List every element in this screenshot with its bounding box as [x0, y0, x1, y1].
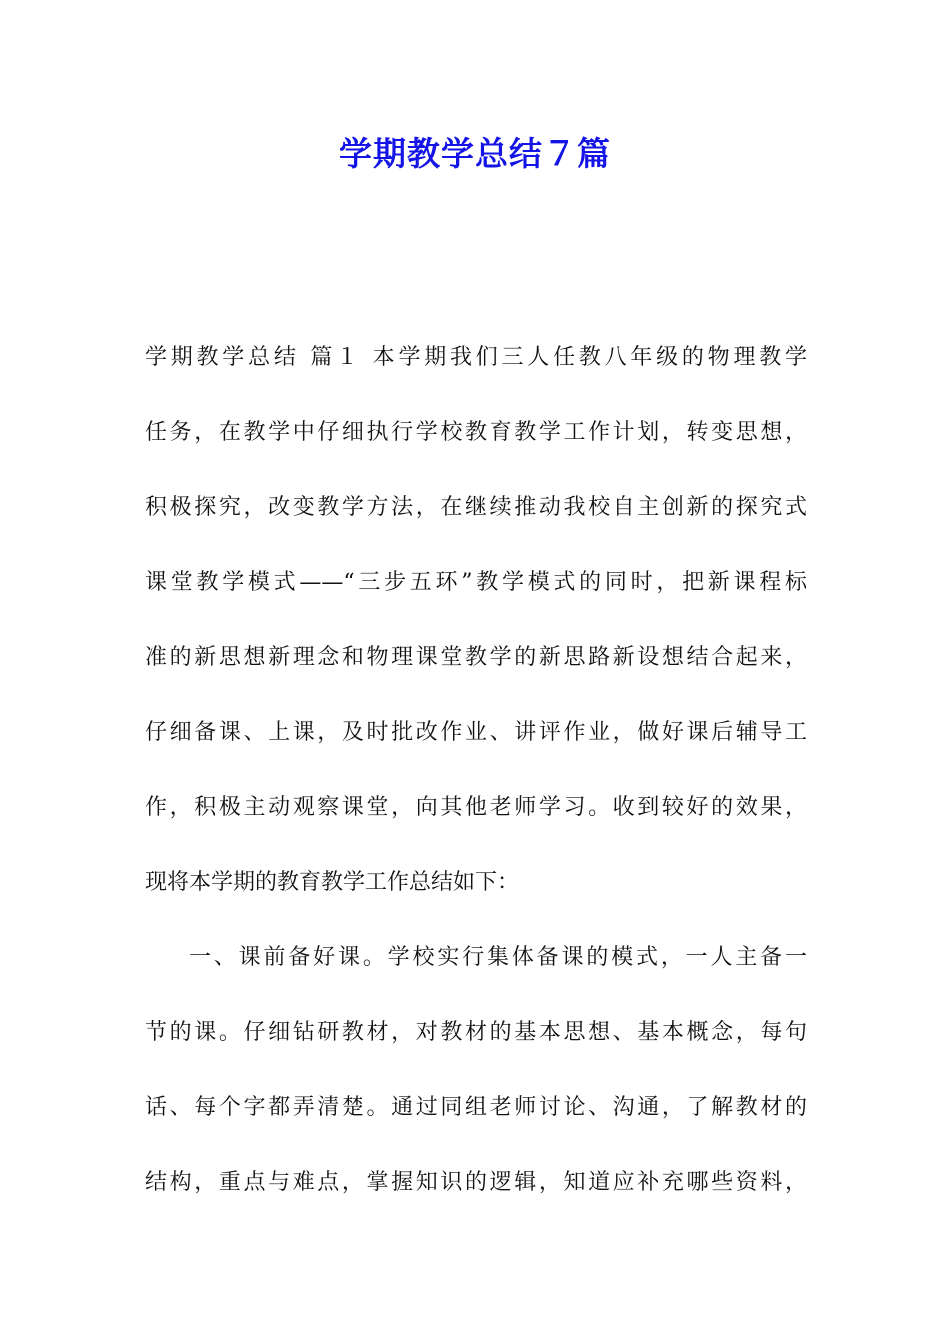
text-line: 现将本学期的教育教学工作总结如下： [145, 870, 520, 895]
text-line: 积极探究，改变教学方法，在继续推动我校自主创新的探究式 [145, 495, 807, 520]
text-line: 一、课前备好课。学校实行集体备课的模式，一人主备一 [189, 945, 807, 970]
text-line: 作，积极主动观察课堂，向其他老师学习。收到较好的效果， [145, 795, 807, 820]
text-line: 话、每个字都弄清楚。通过同组老师讨论、沟通，了解教材的 [145, 1095, 807, 1120]
text-line: 任务，在教学中仔细执行学校教育教学工作计划，转变思想， [145, 420, 807, 445]
text-line: 准的新思想新理念和物理课堂教学的新思路新设想结合起来， [145, 645, 807, 670]
text-line: 课堂教学模式——“三步五环”教学模式的同时，把新课程标 [145, 570, 807, 595]
text-line: 仔细备课、上课，及时批改作业、讲评作业，做好课后辅导工 [145, 720, 807, 745]
text-line: 节的课。仔细钻研教材，对教材的基本思想、基本概念，每句 [145, 1020, 807, 1045]
text-line: 学期教学总结 篇１ 本学期我们三人任教八年级的物理教学 [145, 345, 807, 370]
document-title: 学期教学总结７篇 [339, 134, 611, 173]
text-line: 结构，重点与难点，掌握知识的逻辑，知道应补充哪些资料， [145, 1170, 807, 1195]
